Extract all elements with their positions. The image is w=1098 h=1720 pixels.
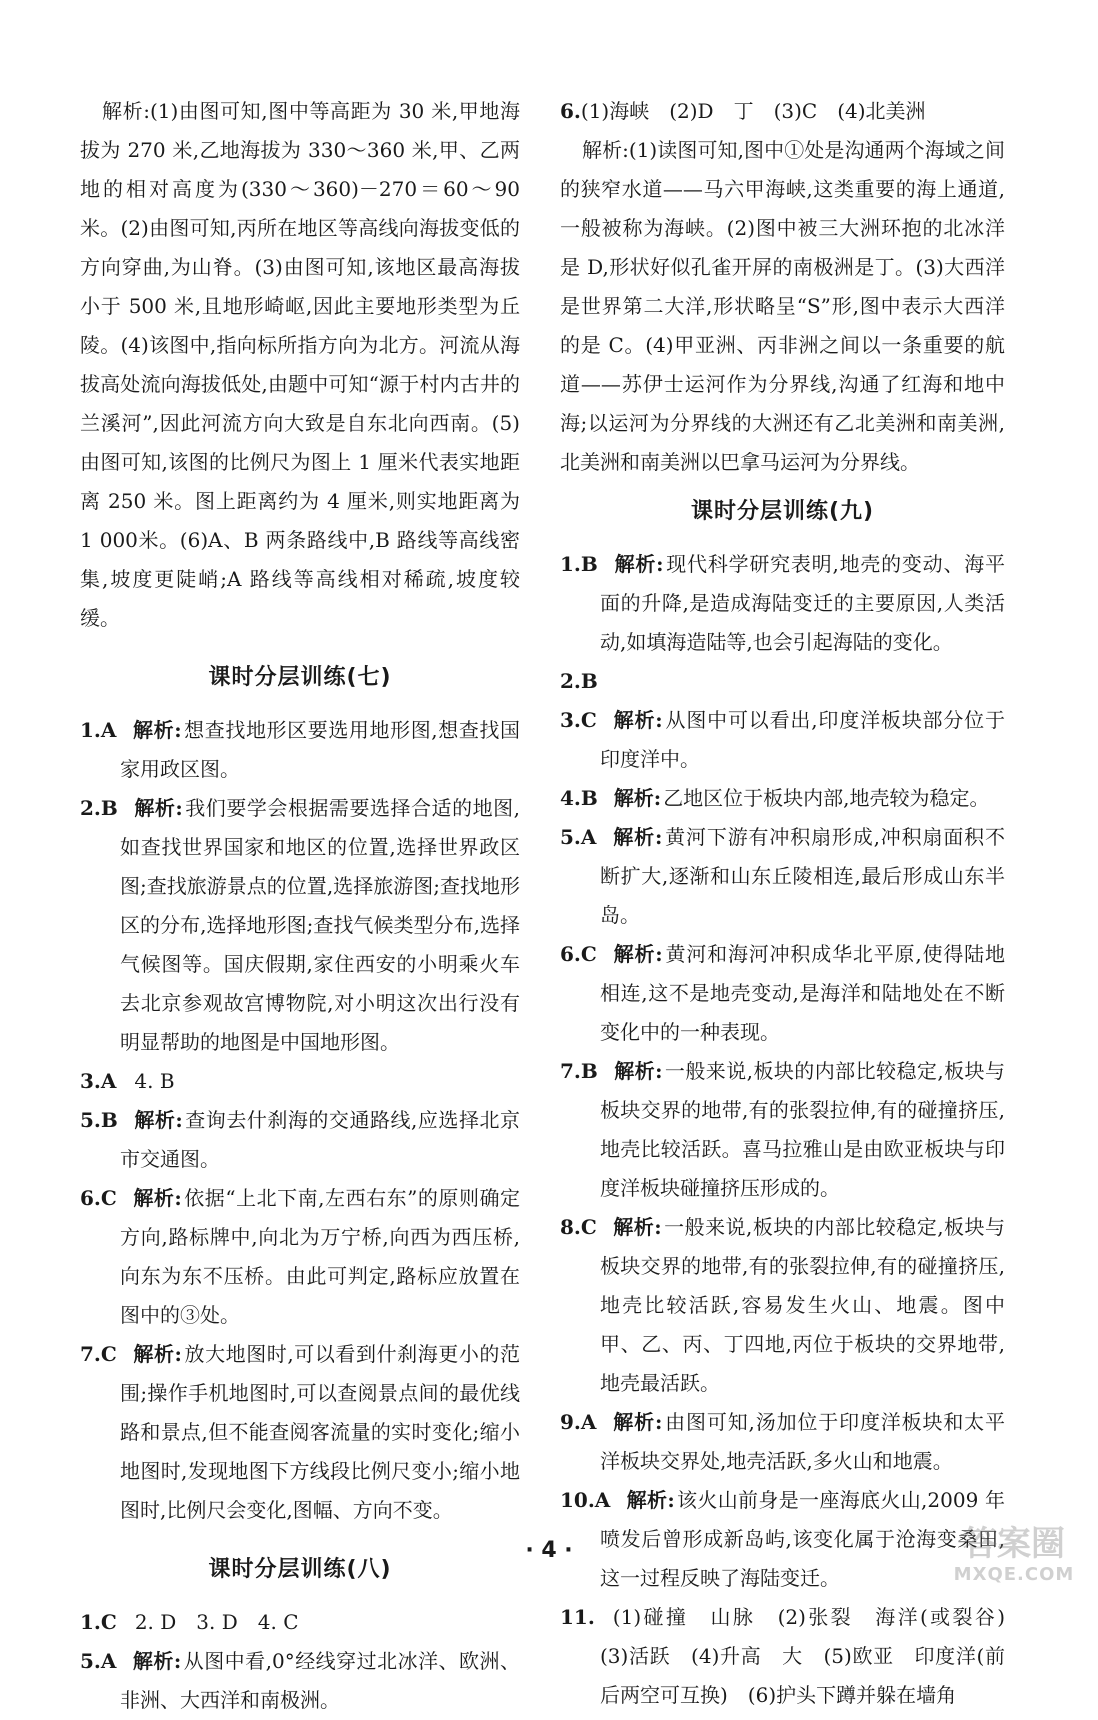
intro-paragraph: 解析:(1)由图可知,图中等高距为 30 米,甲地海拔为 270 米,乙地海拔为 330～360 米,甲、乙两地的相对高度为(330～360)－270＝60～90 米。(2)由图可知,丙所在地区等高线向海拔变低的方向穿曲,为山脊。(3)由图可知,该地区最高海拔小于 500 米,且地形崎岖,因此主要地形类型为丘陵。(4)该图中,指向标所指方向为北方。河流从海拔高处流向海拔低处,由题中可知“源于村内古井的兰溪河”,因此河流方向大致是自东北向西南。(5)由图可知,该图的比例尺为图上 1 厘米代表实地距离 250 米。图上距离约为 4 厘米,则实地距离为 1 000米。(6)A、B 两条路线中,B 路线等高线密集,坡度更陡峭;A 路线等高线相对稀疏,坡度较缓。 xyxy=(80,99,520,630)
analysis-label: 解析: xyxy=(626,1488,675,1512)
analysis-label: 解析: xyxy=(612,942,663,966)
item-number: 2. xyxy=(80,796,101,820)
page-number: · 4 · xyxy=(525,1538,573,1563)
item-number: 6. xyxy=(560,99,581,123)
answer-letter: B xyxy=(580,1059,598,1083)
analysis-label: 解析: xyxy=(133,796,183,820)
section-heading-9: 课时分层训练(九) xyxy=(690,499,875,524)
analysis-text: (1)碰撞 山脉 (2)张裂 海洋(或裂谷) (3)活跃 (4)升高 大 (5)欧亚 印度洋(前后两空可互换) (6)护头下蹲并躲在墙角 xyxy=(600,1605,1025,1707)
section-heading-8: 课时分层训练(八) xyxy=(208,1557,392,1582)
item-number: 5. xyxy=(80,1108,101,1132)
analysis-text: 2. D 3. D 4. C xyxy=(134,1610,299,1634)
analysis-label: 解析: xyxy=(133,1108,183,1132)
analysis-text: 该火山前身是一座海底火山,2009 年喷发后曾形成新岛屿,该变化属于沧海变桑田,这一过程反映了海陆变迁。 xyxy=(600,1488,1005,1590)
answer-item xyxy=(80,789,520,1062)
answer-letter: B xyxy=(580,552,598,576)
answer-letter: B xyxy=(580,786,598,810)
analysis-label: 解析: xyxy=(612,1215,662,1239)
item-number: 6. xyxy=(80,1186,101,1210)
answer-letter: C xyxy=(100,1342,117,1366)
analysis-text: 我们要学会根据需要选择合适的地图,如查找世界国家和地区的位置,选择世界政区图;查找旅游景点的位置,选择旅游图;查找地形区的分布,选择地形图;查找气候类型分布,选择气候图等。国庆假期,家住西安的小明乘火车去北京参观故宫博物院,对小明这次出行没有明显帮助的地图是中国地形图。 xyxy=(120,796,520,1054)
answer-item xyxy=(80,1062,520,1101)
analysis-text: 一般来说,板块的内部比较稳定,板块与板块交界的地带,有的张裂拉伸,有的碰撞挤压,地壳比较活跃,容易发生火山、地震。图中甲、乙、丙、丁四地,丙位于板块的交界地带,地壳最活跃。 xyxy=(600,1215,1005,1395)
left-column xyxy=(80,92,520,1720)
analysis-text: 从图中可以看出,印度洋板块部分位于印度洋中。 xyxy=(600,708,1006,771)
answer-item xyxy=(560,662,1005,701)
item-number: 1. xyxy=(80,718,101,742)
analysis-text: 4. B xyxy=(134,1069,175,1093)
question-6-analysis: 解析:(1)读图可知,图中①处是沟通两个海域之间的狭窄水道——马六甲海峡,这类重要的海上通道,一般被称为海峡。(2)图中被三大洲环抱的北冰洋是 D,形状好似孔雀开屏的南极洲是丁。(3)大西洋是世界第二大洋,形状略呈“S”形,图中表示大西洋的是 C。(4)甲亚洲、丙非洲之间以一条重要的航道——苏伊士运河作为分界线,沟通了红海和地中海;以运河为分界线的大洲还有乙北美洲和南美洲,北美洲和南美洲以巴拿马运河为分界线。 xyxy=(560,138,1005,474)
answer-letter: B xyxy=(100,1108,118,1132)
question-6-answer xyxy=(560,92,1005,131)
item-number: 10. xyxy=(560,1488,595,1512)
answer-letter: C xyxy=(580,708,597,732)
answer-letter: A xyxy=(100,718,117,742)
answer-letter: B xyxy=(580,669,598,693)
watermark-logo xyxy=(944,1524,1084,1590)
answer-item xyxy=(560,1052,1005,1208)
answer-letter: A xyxy=(580,1410,597,1434)
section-8-list xyxy=(80,1603,520,1720)
answer-item xyxy=(560,779,1005,818)
analysis-text: 放大地图时,可以看到什刹海更小的范围;操作手机地图时,可以查阅景点间的最优线路和景点,但不能查阅客流量的实时变化;缩小地图时,发现地图下方线段比例尺变小;缩小地图时,比例尺会变化,图幅、方向不变。 xyxy=(120,1342,521,1522)
analysis-text: 现代科学研究表明,地壳的变动、海平面的升降,是造成海陆变迁的主要原因,人类活动,如填海造陆等,也会引起海陆的变化。 xyxy=(600,552,1005,654)
item-number: 1. xyxy=(560,552,581,576)
answer-item xyxy=(560,935,1005,1052)
answer-item xyxy=(560,701,1005,779)
analysis-text: 一般来说,板块的内部比较稳定,板块与板块交界的地带,有的张裂拉伸,有的碰撞挤压,地壳比较活跃。喜马拉雅山是由欧亚板块与印度洋板块碰撞挤压形成的。 xyxy=(600,1059,1005,1200)
answer-letter: A xyxy=(580,825,597,849)
answer-letter: C xyxy=(100,1610,117,1634)
answer-item xyxy=(80,1179,520,1335)
analysis-label: 解析: xyxy=(132,1649,182,1673)
analysis-label: 解析: xyxy=(612,708,663,732)
watermark-bottom-text: MXQE.COM xyxy=(953,1564,1075,1585)
section-heading-7: 课时分层训练(七) xyxy=(208,665,392,690)
analysis-text: 由图可知,汤加位于印度洋板块和太平洋板块交界处,地壳活跃,多火山和地震。 xyxy=(600,1410,1006,1473)
analysis-text: 乙地区位于板块内部,地壳较为稳定。 xyxy=(663,786,990,810)
item-number: 7. xyxy=(560,1059,581,1083)
answer-item xyxy=(80,1603,520,1642)
answer-item xyxy=(560,1403,1005,1481)
analysis-label: 解析: xyxy=(132,718,182,742)
answer-item xyxy=(80,711,520,789)
item-number: 7. xyxy=(80,1342,101,1366)
section-7-list xyxy=(80,711,520,1530)
answer-letter: A xyxy=(100,1069,117,1093)
item-number: 11. xyxy=(560,1605,595,1629)
answer-item xyxy=(560,818,1005,935)
item-number: 3. xyxy=(80,1069,101,1093)
analysis-text: 黄河下游有冲积扇形成,冲积扇面积不断扩大,逐渐和山东丘陵相连,最后形成山东半岛。 xyxy=(600,825,1006,927)
answer-letter: C xyxy=(580,942,597,966)
answer-item xyxy=(80,1101,520,1179)
answer-letter: B xyxy=(100,796,118,820)
answer-item xyxy=(80,1335,520,1530)
item-number: 1. xyxy=(80,1610,101,1634)
answer-item xyxy=(560,1208,1005,1403)
analysis-text: 想查找地形区要选用地形图,想查找国家用政区图。 xyxy=(120,718,521,781)
analysis-text: 黄河和海河冲积成华北平原,使得陆地相连,这不是地壳变动,是海洋和陆地处在不断变化中的一种表现。 xyxy=(600,942,1006,1044)
item-number: 5. xyxy=(80,1649,101,1673)
answer-line: (1)海峡 (2)D 丁 (3)C (4)北美洲 xyxy=(580,99,926,123)
item-number: 6. xyxy=(560,942,581,966)
answer-item xyxy=(80,1642,520,1720)
answer-letter: C xyxy=(100,1186,117,1210)
analysis-label: 解析: xyxy=(613,786,662,810)
item-number: 2. xyxy=(560,669,581,693)
analysis-label: 解析: xyxy=(132,1342,182,1366)
analysis-label: 解析: xyxy=(132,1186,182,1210)
analysis-text: 查询去什刹海的交通路线,应选择北京市交通图。 xyxy=(120,1108,520,1171)
item-number: 9. xyxy=(560,1410,581,1434)
analysis-label: 解析: xyxy=(613,552,664,576)
item-number: 8. xyxy=(560,1215,581,1239)
item-number: 4. xyxy=(560,786,581,810)
answer-item xyxy=(560,545,1005,662)
analysis-label: 解析: xyxy=(612,1410,663,1434)
analysis-text: 依据“上北下南,左西右东”的原则确定方向,路标牌中,向北为万宁桥,向西为西压桥,向东为东不压桥。由此可判定,路标应放置在图中的③处。 xyxy=(120,1186,520,1327)
analysis-text: 从图中看,0°经线穿过北冰洋、欧洲、非洲、大西洋和南极洲。 xyxy=(120,1649,520,1712)
answer-letter: A xyxy=(594,1488,611,1512)
analysis-label: 解析: xyxy=(613,1059,663,1083)
item-number: 5. xyxy=(560,825,581,849)
answer-letter: A xyxy=(100,1649,117,1673)
analysis-label: 解析: xyxy=(612,825,663,849)
answer-letter: C xyxy=(580,1215,597,1239)
item-number: 3. xyxy=(560,708,581,732)
watermark-top-text: 答案圈 xyxy=(963,1524,1065,1564)
answer-item xyxy=(560,1598,1025,1715)
